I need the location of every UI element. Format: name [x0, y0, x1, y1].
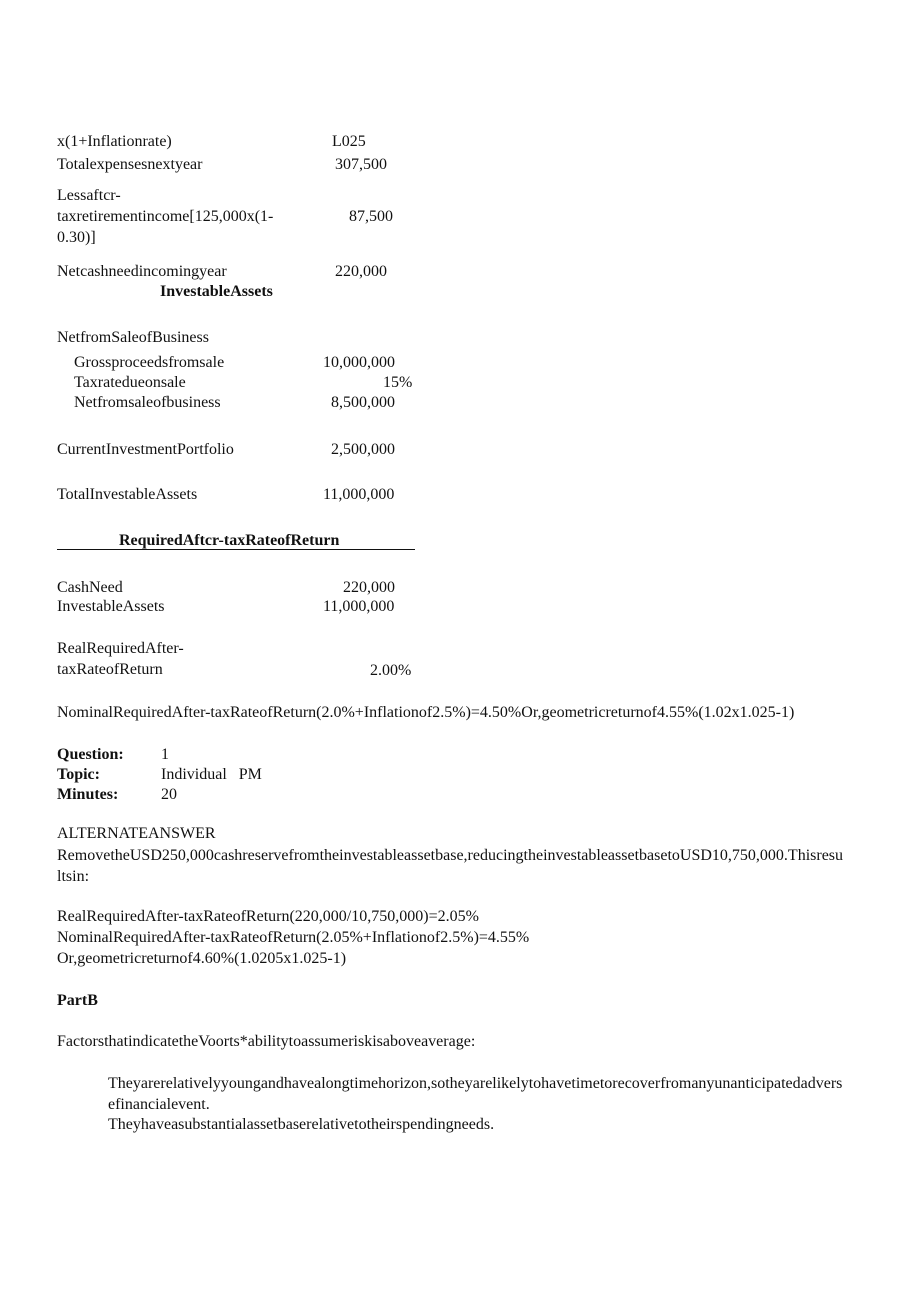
part-b-heading: PartB: [57, 992, 98, 1009]
alternate-heading: ALTERNATEANSWER: [57, 825, 216, 842]
tax-rate-value: 15%: [383, 374, 413, 391]
inflation-label: x(1+Inflationrate): [57, 133, 172, 150]
net-sale-label: Netfromsaleofbusiness: [74, 394, 221, 411]
total-expenses-label: Totalexpensesnextyear: [57, 156, 203, 173]
question-label: Question:: [57, 746, 124, 763]
net-cash-need-value: 220,000: [335, 263, 387, 280]
portfolio-label: CurrentInvestmentPortfolio: [57, 441, 234, 458]
gross-proceeds-value: 10,000,000: [323, 354, 395, 371]
net-sale-value: 8,500,000: [331, 394, 395, 411]
alternate-paragraph: RemovetheUSD250,000cashreservefromtheinvestableassetbase,reducingtheinvestableassetbasetoUSD10,750,000.Thisresultsin:: [57, 847, 844, 885]
alternate-line2: NominalRequiredAfter-taxRateofReturn(2.05%+Inflationof2.5%)=4.55%: [57, 929, 530, 946]
minutes-label: Minutes:: [57, 786, 119, 803]
net-sale-heading: NetfromSaleofBusiness: [57, 329, 209, 346]
cash-need-value: 220,000: [343, 579, 395, 596]
bullet-item-2: Theyhaveasubstantialassetbaserelativetotheirspendingneeds.: [108, 1116, 495, 1133]
total-expenses-value: 307,500: [335, 156, 387, 173]
less-income-label-line3: 0.30)]: [57, 229, 96, 246]
alternate-line3: Or,geometricreturnof4.60%(1.0205x1.025-1): [57, 950, 347, 967]
part-b-intro: FactorsthatindicatetheVoorts*abilitytoassumeriskisaboveaverage:: [57, 1033, 476, 1050]
tax-rate-label: Taxratedueonsale: [74, 374, 186, 391]
heading-underline: [57, 549, 415, 550]
nominal-return-line: NominalRequiredAfter-taxRateofReturn(2.0%+Inflationof2.5%)=4.50%Or,geometricreturnof4.55%(1.02x1.025-1): [57, 704, 795, 721]
total-investable-value: 11,000,000: [323, 486, 395, 503]
alternate-line1: RealRequiredAfter-taxRateofReturn(220,000/10,750,000)=2.05%: [57, 908, 479, 925]
topic-label: Topic:: [57, 766, 100, 783]
minutes-value: 20: [161, 786, 177, 803]
topic-value: Individual PM: [161, 766, 262, 783]
required-return-heading: RequiredAftcr-taxRateofReturn: [119, 532, 340, 549]
portfolio-value: 2,500,000: [331, 441, 395, 458]
real-return-value: 2.00%: [370, 662, 412, 679]
question-value: 1: [161, 746, 169, 763]
inflation-value: L025: [332, 133, 366, 150]
net-cash-need-label: Netcashneedincomingyear: [57, 263, 227, 280]
investable-assets-label: InvestableAssets: [57, 598, 165, 615]
investable-assets-heading: InvestableAssets: [160, 283, 273, 300]
real-return-label-line1: RealRequiredAfter-: [57, 640, 184, 657]
gross-proceeds-label: Grossproceedsfromsale: [74, 354, 225, 371]
bullet-item-1: Theyarerelativelyyoungandhavealongtimehorizon,sotheyarelikelytohavetimetorecoverfromanyunanticipatedadversefinancialevent.: [108, 1075, 843, 1113]
cash-need-label: CashNeed: [57, 579, 123, 596]
less-income-label-line2: taxretirementincome[125,000x(1-: [57, 208, 274, 225]
investable-assets-value: 11,000,000: [323, 598, 395, 615]
less-income-value: 87,500: [349, 208, 393, 225]
less-income-label-line1: Lessaftcr-: [57, 187, 121, 204]
total-investable-label: TotalInvestableAssets: [57, 486, 198, 503]
real-return-label-line2: taxRateofReturn: [57, 661, 163, 678]
